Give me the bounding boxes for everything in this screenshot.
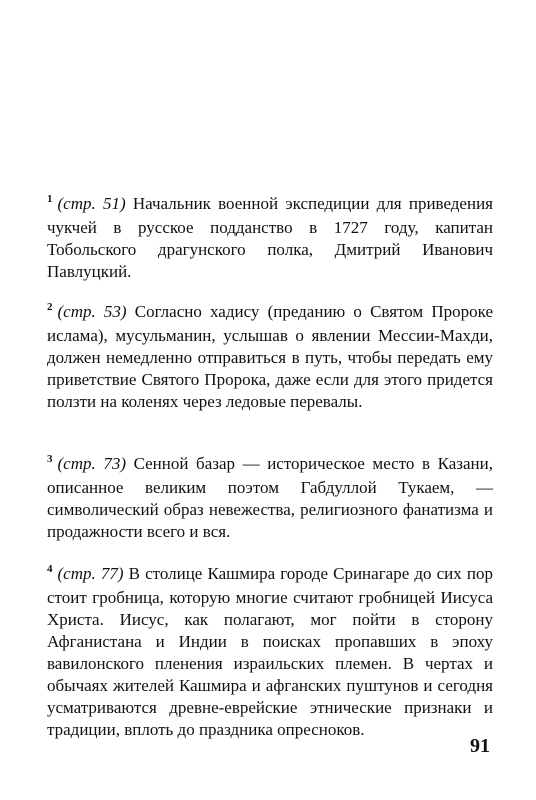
footnote-text: Согласно хадису (преданию о Святом Пророке ислама), мусульманин, услышав о явлении Мессии-Махди, должен немедленно отправиться в путь, чтобы передать ему приветствие Святого Пророка, даже если для этого придется ползти на коленях через ледовые перевалы. bbox=[47, 302, 493, 411]
footnote-2 bbox=[47, 301, 493, 413]
footnote-page-reference: (стр. 77) bbox=[57, 564, 124, 583]
page-number: 91 bbox=[470, 735, 490, 757]
footnote-4 bbox=[47, 563, 493, 741]
footnote-text: Сенной базар — историческое место в Казани, описанное великим поэтом Габдуллой Тукаем, — символический образ невежества, религиозного фанатизма и продажности всего и вся. bbox=[47, 454, 493, 541]
footnote-number: 4 bbox=[47, 563, 53, 575]
footnote-number: 3 bbox=[47, 453, 53, 465]
footnote-1 bbox=[47, 193, 493, 283]
footnote-page-reference: (стр. 73) bbox=[57, 454, 126, 473]
footnote-page-reference: (стр. 51) bbox=[57, 194, 126, 213]
footnote-text: В столице Кашмира городе Сринагаре до сих пор стоит гробница, которую многие считают гробницей Иисуса Христа. Иисус, как полагают, мог пойти в сторону Афганистана и Индии в поисках пропавших в эпоху вавилонского пленения израильских племен. В чертах и обычаях жителей Кашмира и афганских пуштунов и сегодня усматриваются древне-еврейские этнические признаки и традиции, вплоть до праздника опресноков. bbox=[47, 564, 493, 739]
footnote-number: 2 bbox=[47, 301, 53, 313]
footnote-text: Начальник военной экспедиции для приведения чукчей в русское подданство в 1727 году, капитан Тобольского драгунского полка, Дмитрий Иванович Павлуцкий. bbox=[47, 194, 493, 281]
footnote-number: 1 bbox=[47, 193, 53, 205]
footnote-page-reference: (стр. 53) bbox=[57, 302, 127, 321]
footnote-3 bbox=[47, 453, 493, 543]
